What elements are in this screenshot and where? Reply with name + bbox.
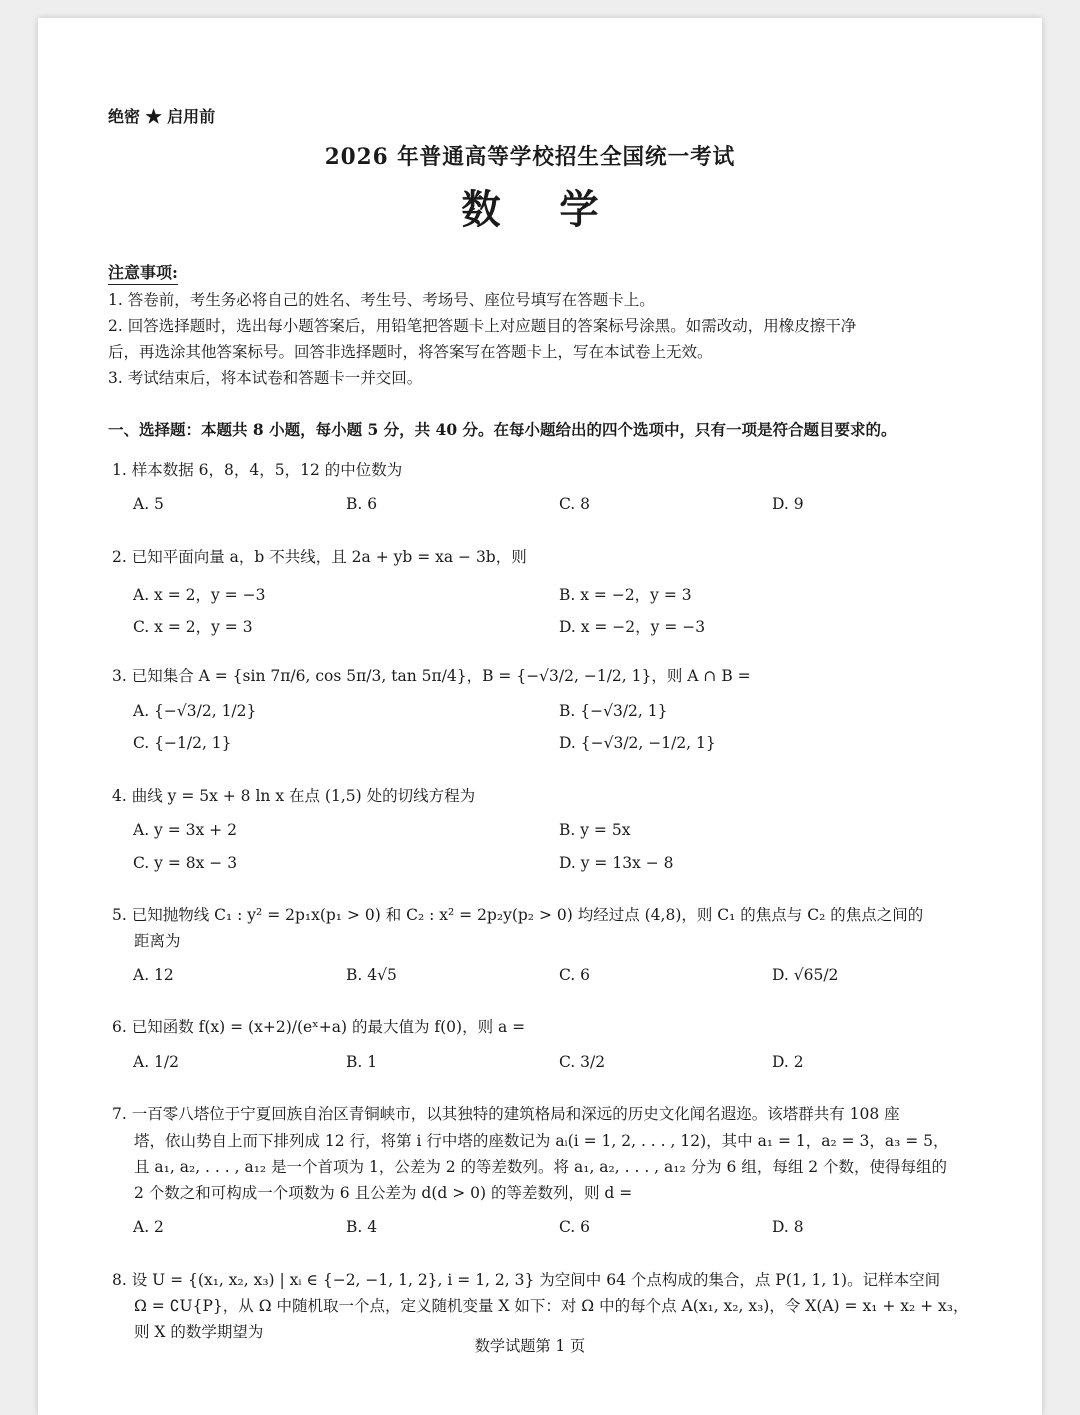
option-d: D. x = −2，y = −3 (559, 618, 706, 636)
question-stem: 6. 已知函数 f(x) = (x+2)/(eˣ+a) 的最大值为 f(0)，则 a = (112, 1018, 526, 1036)
question-stem: 5. 已知抛物线 C₁ : y² = 2p₁x(p₁ > 0) 和 C₂ : x² = 2p₂y(p₂ > 0) 均经过点 (4,8)，则 C₁ 的焦点与 C₂ 的焦点之间的 (112, 906, 924, 924)
question-stem-continued: 则 X 的数学期望为 (134, 1323, 264, 1341)
option-d: D. y = 13x − 8 (559, 854, 674, 872)
confidential-label: 绝密 ★ 启用前 (108, 107, 216, 126)
option-b: B. 1 (346, 1053, 378, 1071)
option-b: B. 4 (346, 1218, 378, 1236)
question-stem-continued: 2 个数之和可构成一个项数为 6 且公差为 d(d > 0) 的等差数列，则 d = (134, 1184, 633, 1202)
option-d: D. 9 (772, 495, 804, 513)
question-stem-continued: 距离为 (134, 932, 181, 950)
option-c: C. 8 (559, 495, 591, 513)
question-stem: 2. 已知平面向量 a，b 不共线，且 2a + yb = xa − 3b，则 (112, 548, 527, 566)
question-stem: 7. 一百零八塔位于宁夏回族自治区青铜峡市，以其独特的建筑格局和深远的历史文化闻名遐迩。该塔群共有 108 座 (112, 1105, 900, 1123)
option-d: D. 8 (772, 1218, 804, 1236)
question-stem-continued: Ω = ∁U{P}，从 Ω 中随机取一个点，定义随机变量 X 如下：对 Ω 中的每个点 A(x₁, x₂, x₃)，令 X(A) = x₁ + x₂ + x₃， (134, 1297, 969, 1315)
option-d: D. {−√3/2, −1/2, 1} (559, 734, 716, 752)
option-c: C. {−1/2, 1} (133, 734, 232, 752)
subject-title: 数学 (461, 186, 658, 233)
option-b: B. x = −2，y = 3 (559, 586, 692, 604)
option-a: A. 1/2 (133, 1053, 179, 1071)
notice-line: 1. 答卷前，考生务必将自己的姓名、考生号、考场号、座位号填写在答题卡上。 (108, 291, 655, 309)
exam-title: 2026 年普通高等学校招生全国统一考试 (324, 144, 736, 170)
page-footer: 数学试题第 1 页 (474, 1337, 586, 1355)
option-a: A. 5 (133, 495, 164, 513)
option-a: A. y = 3x + 2 (133, 821, 237, 839)
option-c: C. y = 8x − 3 (133, 854, 238, 872)
question-stem-continued: 且 a₁, a₂, . . . , a₁₂ 是一个首项为 1，公差为 2 的等差数列。将 a₁, a₂, . . . , a₁₂ 分为 6 组，每组 2 个数，使得每组的 (134, 1158, 948, 1176)
option-c: C. 6 (559, 1218, 591, 1236)
question-stem-continued: 塔，依山势自上而下排列成 12 行，将第 i 行中塔的座数记为 aᵢ(i = 1, 2, . . . , 12)，其中 a₁ = 1，a₂ = 3，a₃ = 5， (134, 1132, 949, 1150)
option-a: A. 2 (133, 1218, 164, 1236)
notice-heading: 注意事项: (108, 260, 178, 285)
option-c: C. x = 2，y = 3 (133, 618, 253, 636)
option-b: B. {−√3/2, 1} (559, 702, 668, 720)
question-stem: 1. 样本数据 6，8，4，5，12 的中位数为 (112, 461, 403, 479)
option-b: B. y = 5x (559, 821, 631, 839)
section-heading: 一、选择题：本题共 8 小题，每小题 5 分，共 40 分。在每小题给出的四个选项中，只有一项是符合题目要求的。 (108, 420, 897, 439)
option-a: A. {−√3/2, 1/2} (133, 702, 257, 720)
question-stem: 3. 已知集合 A = {sin 7π/6, cos 5π/3, tan 5π/4}，B = {−√3/2, −1/2, 1}，则 A ∩ B = (112, 667, 751, 685)
notice-line: 3. 考试结束后，将本试卷和答题卡一并交回。 (108, 369, 423, 387)
option-b: B. 4√5 (346, 966, 397, 984)
option-a: A. 12 (133, 966, 174, 984)
exam-page (38, 18, 1042, 1415)
option-a: A. x = 2，y = −3 (133, 586, 266, 604)
notice-line: 2. 回答选择题时，选出每小题答案后，用铅笔把答题卡上对应题目的答案标号涂黑。如需改动，用橡皮擦干净 (108, 317, 857, 335)
notice-line: 后，再选涂其他答案标号。回答非选择题时，将答案写在答题卡上，写在本试卷上无效。 (108, 343, 713, 361)
option-d: D. 2 (772, 1053, 804, 1071)
option-d: D. √65/2 (772, 966, 839, 984)
option-c: C. 6 (559, 966, 591, 984)
option-c: C. 3/2 (559, 1053, 606, 1071)
question-stem: 4. 曲线 y = 5x + 8 ln x 在点 (1,5) 处的切线方程为 (112, 787, 476, 805)
question-stem: 8. 设 U = {(x₁, x₂, x₃) | xᵢ ∈ {−2, −1, 1, 2}, i = 1, 2, 3} 为空间中 64 个点构成的集合，点 P(1, 1, 1)。记样本空间 (112, 1271, 941, 1289)
option-b: B. 6 (346, 495, 378, 513)
